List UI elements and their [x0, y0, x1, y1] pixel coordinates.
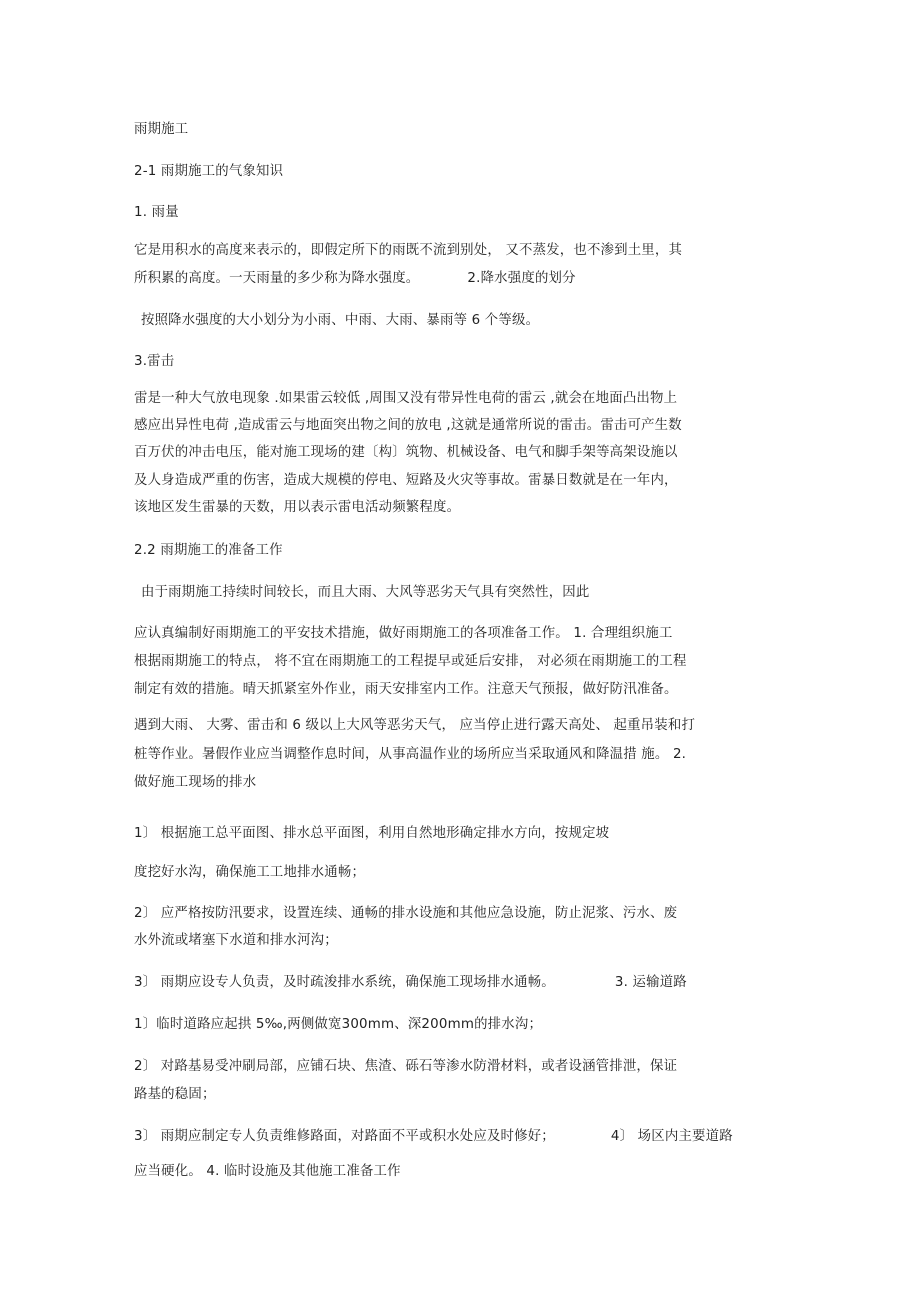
subheading-transport-roads: 3. 运输道路	[614, 975, 687, 990]
paragraph-line: 应认真编制好雨期施工的平安技术措施，做好雨期施工的各项准备工作。 1. 合理组织施工	[134, 626, 673, 641]
doc-title: 雨期施工	[134, 122, 189, 137]
list-item: 1〕 根据施工总平面图、排水总平面图，利用自然地形确定排水方向，按规定坡	[134, 826, 610, 841]
list-item: 2〕 应严格按防汛要求，设置连续、通畅的排水设施和其他应急设施，防止泥浆、污水、废	[134, 906, 678, 921]
subheading-intensity: 2.降水强度的划分	[467, 271, 576, 286]
list-item-continuation: 应当硬化。 4. 临时设施及其他施工准备工作	[134, 1164, 401, 1179]
paragraph-line: 遇到大雨、 大雾、雷击和 6 级以上大风等恶劣天气， 应当停止进行露天高处、 起重吊装和打	[134, 718, 696, 733]
list-item: 2〕 对路基易受冲刷局部，应铺石块、焦渣、砾石等渗水防滑材料，或者设涵管排泄，保证	[134, 1059, 678, 1074]
paragraph-line: 雷是一种大气放电现象 .如果雷云较低 ,周围又没有带异性电荷的雷云 ,就会在地面凸出物上	[134, 391, 678, 406]
list-item-continuation: 水外流或堵塞下水道和排水河沟；	[134, 933, 338, 948]
section-heading-2-1: 2-1 雨期施工的气象知识	[134, 164, 284, 179]
list-item-text: 3〕 雨期应设专人负责，及时疏浚排水系统，确保施工现场排水通畅。	[134, 975, 555, 990]
paragraph-line: 桩等作业。暑假作业应当调整作息时间，从事高温作业的场所应当采取通风和降温措 施。 2.	[134, 747, 687, 762]
paragraph-line: 按照降水强度的大小划分为小雨、中雨、大雨、暴雨等 6 个等级。	[141, 313, 540, 328]
paragraph-line: 及人身造成严重的伤害，造成大规模的停电、短路及火灾等事故。雷暴日数就是在一年内，	[134, 473, 678, 488]
list-item-continuation: 度挖好水沟，确保施工工地排水通畅；	[134, 865, 366, 880]
paragraph-line: 由于雨期施工持续时间较长，而且大雨、大风等恶劣天气具有突然性，因此	[141, 585, 590, 600]
list-item	[134, 1128, 733, 1146]
paragraph-line	[134, 270, 576, 288]
list-item-continuation: 路基的稳固；	[134, 1087, 216, 1102]
section-heading-2-2: 2.2 雨期施工的准备工作	[134, 543, 283, 558]
paragraph-line: 该地区发生雷暴的天数，用以表示雷电活动频繁程度。	[134, 500, 461, 515]
paragraph-text: 所积累的高度。一天雨量的多少称为降水强度。	[134, 271, 420, 286]
paragraph-line: 百万伏的冲击电压，能对施工现场的建〔构〕筑物、机械设备、电气和脚手架等高架设施以	[134, 445, 678, 460]
paragraph-line: 感应出异性电荷 ,造成雷云与地面突出物之间的放电 ,这就是通常所说的雷击。雷击可产生数	[134, 418, 682, 433]
subheading-lightning: 3.雷击	[134, 354, 175, 369]
paragraph-line: 制定有效的措施。晴天抓紧室外作业，雨天安排室内工作。注意天气预报，做好防汛准备。	[134, 682, 678, 697]
subheading-rainfall: 1. 雨量	[134, 205, 179, 220]
paragraph-line: 根据雨期施工的特点， 将不宜在雨期施工的工程提早或延后安排， 对必须在雨期施工的工程	[134, 654, 687, 669]
list-item	[134, 974, 687, 992]
list-item-text: 3〕 雨期应制定专人负责维修路面，对路面不平或积水处应及时修好；	[134, 1129, 555, 1144]
list-item: 1〕临时道路应起拱 5‰,两侧做宽300mm、深200mm的排水沟；	[134, 1017, 543, 1032]
list-item-text: 4〕 场区内主要道路	[610, 1129, 733, 1144]
paragraph-line: 做好施工现场的排水	[134, 775, 257, 790]
paragraph-line: 它是用积水的高度来表示的，即假定所下的雨既不流到别处， 又不蒸发，也不渗到土里，其	[134, 243, 683, 258]
